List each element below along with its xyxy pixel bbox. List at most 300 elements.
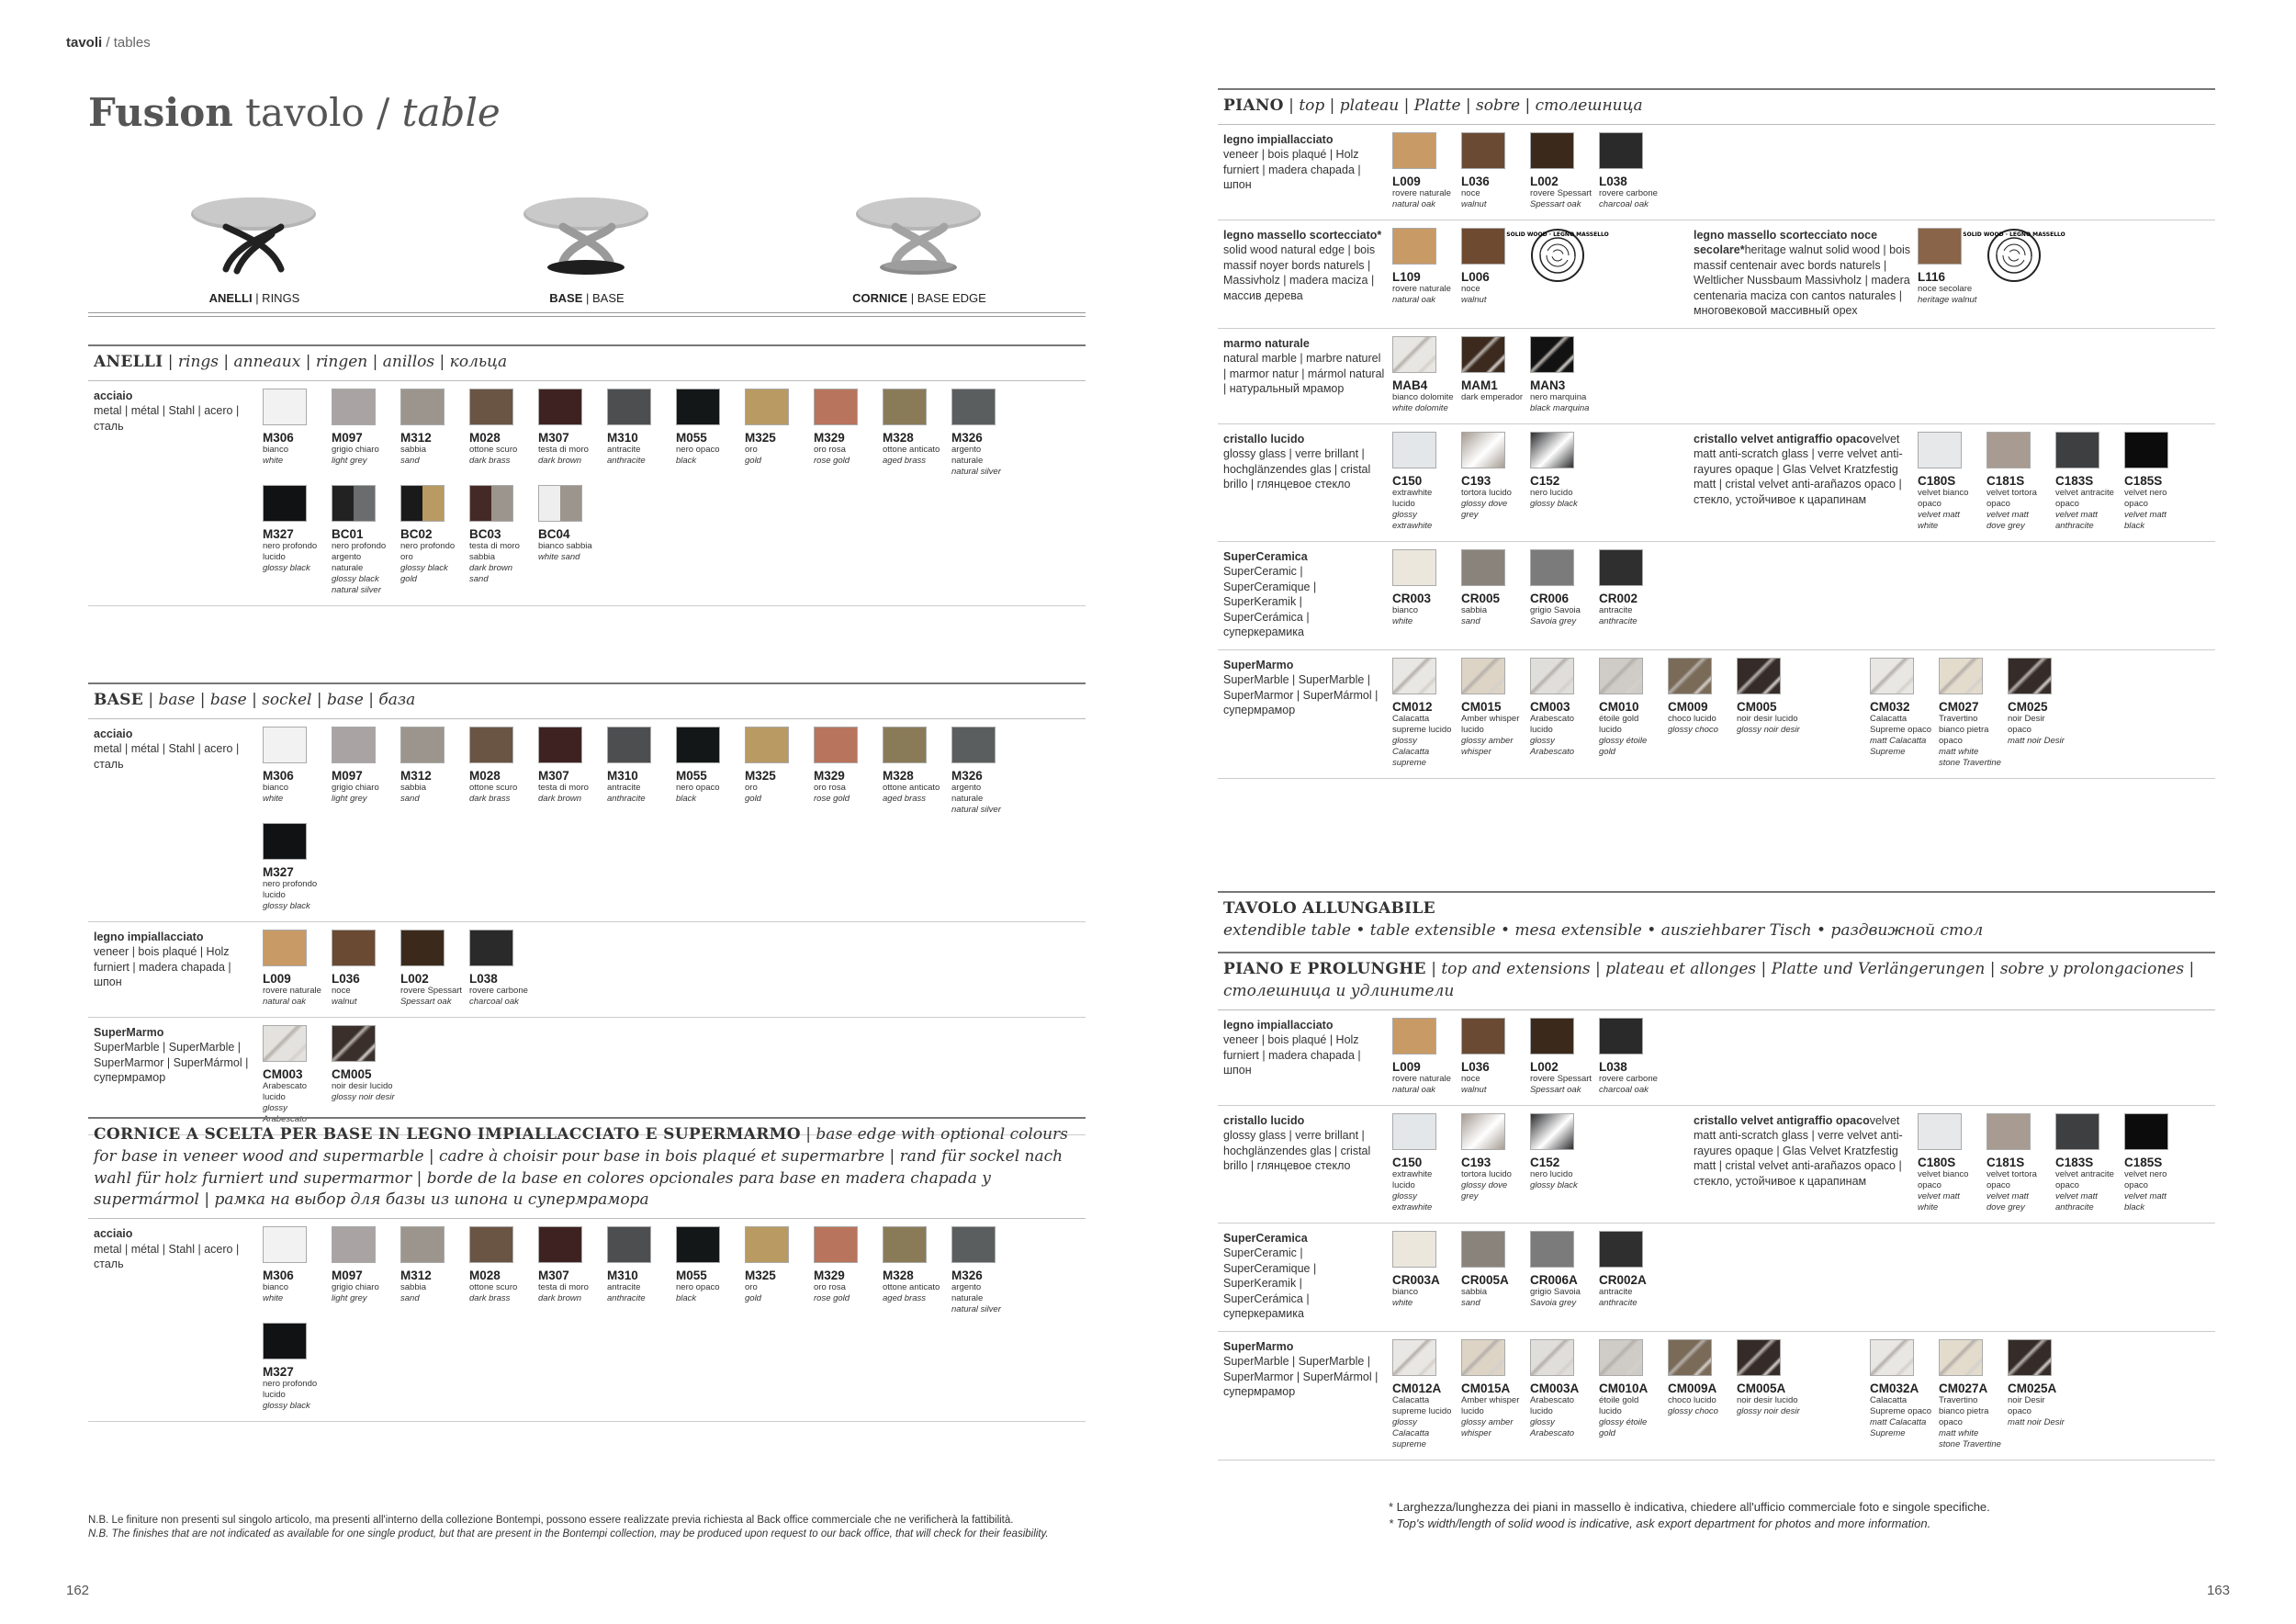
swatch-code: M328 bbox=[883, 1269, 914, 1283]
swatch-name-en: glossy Calacatta supreme bbox=[1392, 735, 1430, 768]
swatch[interactable] bbox=[1392, 228, 1461, 306]
swatch-name-en: white dolomite bbox=[1392, 402, 1448, 413]
swatch-code: BC02 bbox=[400, 526, 433, 541]
material-row bbox=[88, 719, 1086, 922]
swatch-name-en: glossy amber whisper bbox=[1461, 735, 1514, 757]
swatch-name: velvet antracite opaco bbox=[2055, 1168, 2114, 1190]
swatch[interactable] bbox=[400, 727, 469, 816]
swatch-name-en: velvet matt anthracite bbox=[2055, 509, 2098, 531]
swatch-code: M329 bbox=[814, 768, 845, 783]
swatch[interactable] bbox=[1392, 658, 1461, 769]
swatch-name: velvet bianco opaco bbox=[1918, 1168, 1969, 1190]
swatch[interactable] bbox=[2008, 658, 2077, 769]
title-type: tavolo / bbox=[232, 90, 402, 135]
swatch-name-en: velvet matt dove grey bbox=[1986, 509, 2029, 531]
swatch-name-en: velvet matt white bbox=[1918, 509, 1960, 531]
swatch-name: antracite bbox=[1599, 1286, 1633, 1297]
swatch-color bbox=[400, 389, 445, 425]
swatch[interactable] bbox=[1918, 432, 1986, 532]
swatch-code: CR003A bbox=[1392, 1272, 1440, 1287]
swatch[interactable] bbox=[1461, 1231, 1530, 1309]
page-number-left: 162 bbox=[66, 1583, 90, 1598]
material-label: SuperMarmo SuperMarble | SuperMarble | SuperMarmor | SuperMármol | супермрамор bbox=[94, 1025, 249, 1085]
swatch[interactable] bbox=[951, 1226, 1020, 1315]
swatch[interactable] bbox=[469, 485, 538, 596]
swatch[interactable] bbox=[1530, 1018, 1599, 1096]
swatch-name: grigio Savoia bbox=[1530, 1286, 1581, 1297]
swatch-code: CR005A bbox=[1461, 1272, 1509, 1287]
swatch-color bbox=[951, 389, 996, 425]
swatch-code: L038 bbox=[1599, 1059, 1627, 1074]
swatch[interactable] bbox=[538, 389, 607, 478]
swatch-name: rovere Spessart bbox=[1530, 1073, 1593, 1084]
swatch[interactable] bbox=[1530, 1339, 1599, 1450]
swatch-color bbox=[1986, 1113, 2031, 1150]
swatch[interactable] bbox=[607, 389, 676, 478]
swatch[interactable] bbox=[745, 389, 814, 478]
swatch[interactable] bbox=[400, 485, 469, 596]
swatch-color bbox=[1918, 1113, 1962, 1150]
swatch[interactable] bbox=[676, 1226, 745, 1315]
swatch-name-en: velvet matt dove grey bbox=[1986, 1190, 2029, 1212]
swatch[interactable] bbox=[951, 389, 1020, 478]
swatch-color bbox=[2008, 1339, 2052, 1376]
swatch-name: grigio Savoia bbox=[1530, 604, 1581, 615]
swatch-code: BC04 bbox=[538, 526, 570, 541]
swatch[interactable] bbox=[951, 727, 1020, 816]
swatch-code: M028 bbox=[469, 430, 501, 445]
swatch[interactable] bbox=[1461, 1018, 1530, 1096]
material-label: cristallo velvet antigraffio opacovelvet matt anti-scratch glass | verre velvet anti-rayures opaque | Glas Velvet Kratzfestig matt | cristal velvet anti-arañazos opaco | стекло, устойчивое к царапинам bbox=[1694, 432, 1903, 506]
swatch-code: BC03 bbox=[469, 526, 501, 541]
swatch[interactable] bbox=[1986, 1113, 2055, 1213]
swatch[interactable] bbox=[1461, 132, 1530, 210]
swatch-name: antracite bbox=[607, 1282, 641, 1293]
swatch-name-en: rose gold bbox=[814, 793, 850, 804]
swatch[interactable] bbox=[1530, 549, 1599, 627]
swatch-code: C193 bbox=[1461, 473, 1491, 488]
swatch-name-en: sand bbox=[400, 793, 420, 804]
swatch[interactable] bbox=[1530, 1113, 1599, 1213]
swatch[interactable] bbox=[1530, 132, 1599, 210]
swatch[interactable] bbox=[1599, 1018, 1668, 1096]
swatch[interactable] bbox=[1737, 1339, 1806, 1450]
swatch[interactable] bbox=[1870, 658, 1939, 769]
swatch-name: oro rosa bbox=[814, 444, 846, 455]
badge-text: SOLID WOOD · LEGNO MASSELLO bbox=[1506, 231, 1609, 238]
swatch-name-en: gold bbox=[745, 793, 761, 804]
swatch-color bbox=[883, 727, 927, 763]
swatch-name: noce bbox=[1461, 1073, 1480, 1084]
swatch-color bbox=[1461, 658, 1505, 694]
swatch-color bbox=[1599, 132, 1643, 169]
swatch-color bbox=[1392, 1231, 1436, 1268]
swatch-color bbox=[951, 1226, 996, 1263]
swatch-color bbox=[607, 1226, 651, 1263]
swatch-name-en: dark brass bbox=[469, 793, 511, 804]
swatch[interactable] bbox=[1461, 336, 1530, 414]
swatch-name: velvet nero opaco bbox=[2124, 487, 2167, 509]
swatch[interactable] bbox=[1461, 549, 1530, 627]
solid-wood-badge-icon bbox=[1506, 228, 1609, 283]
swatch-name-en: white bbox=[263, 455, 284, 466]
swatch[interactable] bbox=[538, 485, 607, 596]
material-row bbox=[1218, 542, 2215, 650]
swatch-name: noce bbox=[1461, 283, 1480, 294]
material-label: legno impiallacciato veneer | bois plaqué | Holz furniert | madera chapada | шпон bbox=[1223, 1018, 1361, 1077]
swatch[interactable] bbox=[1986, 432, 2055, 532]
swatch-name-en: light grey bbox=[332, 793, 367, 804]
swatch-color bbox=[1392, 336, 1436, 373]
swatch[interactable] bbox=[745, 1226, 814, 1315]
swatch-color bbox=[1392, 1339, 1436, 1376]
swatch-name-en: natural oak bbox=[1392, 198, 1436, 209]
swatch-color bbox=[1737, 1339, 1781, 1376]
swatch-name: bianco bbox=[263, 1282, 288, 1293]
swatch-name: rovere naturale bbox=[263, 985, 321, 996]
swatch[interactable] bbox=[814, 727, 883, 816]
swatch-name: velvet tortora opaco bbox=[1986, 487, 2037, 509]
breadcrumb-category[interactable]: tavoli bbox=[66, 35, 103, 51]
swatch-name: rovere naturale bbox=[1392, 1073, 1451, 1084]
swatch[interactable] bbox=[1599, 549, 1668, 627]
swatch[interactable] bbox=[332, 1025, 400, 1125]
swatch-name: ottone scuro bbox=[469, 782, 518, 793]
swatch-color bbox=[1599, 1018, 1643, 1054]
swatch-name-en: Spessart oak bbox=[400, 996, 452, 1007]
swatch[interactable] bbox=[469, 727, 538, 816]
swatch-name: nero opaco bbox=[676, 782, 720, 793]
swatch[interactable] bbox=[2124, 1113, 2193, 1213]
swatch-color bbox=[538, 1226, 582, 1263]
swatch[interactable] bbox=[1392, 336, 1461, 414]
swatch-name-en: sand bbox=[400, 455, 420, 466]
swatch-code: M327 bbox=[263, 864, 294, 879]
section-rings bbox=[88, 344, 1086, 606]
swatch[interactable] bbox=[469, 930, 538, 1008]
swatch-color bbox=[263, 389, 307, 425]
footnote-it: * Larghezza/lunghezza dei piani in massello è indicativa, chiedere all'ufficio commerciale foto e singole specifiche. bbox=[1389, 1500, 1990, 1514]
swatch[interactable] bbox=[1461, 1113, 1530, 1213]
option-rings-label: ANELLI | RINGS bbox=[208, 291, 300, 305]
swatch-name-en: velvet matt black bbox=[2124, 1190, 2167, 1212]
swatch-name: tortora lucido bbox=[1461, 487, 1512, 498]
swatch[interactable] bbox=[1599, 132, 1668, 210]
swatch[interactable] bbox=[1461, 1339, 1530, 1450]
swatch-color bbox=[332, 930, 376, 966]
swatch-code: M028 bbox=[469, 1269, 501, 1283]
swatch[interactable] bbox=[263, 1323, 332, 1412]
swatch-name-en: dark brown sand bbox=[469, 562, 512, 584]
swatch[interactable] bbox=[469, 389, 538, 478]
swatch-color bbox=[1737, 658, 1781, 694]
swatch[interactable] bbox=[1939, 1339, 2008, 1450]
swatch-color bbox=[2055, 1113, 2099, 1150]
page-number-right: 163 bbox=[2206, 1583, 2230, 1598]
breadcrumb bbox=[66, 35, 151, 51]
swatch-name-en: anthracite bbox=[607, 455, 646, 466]
swatch-name: ottone anticato bbox=[883, 782, 940, 793]
swatch[interactable] bbox=[332, 389, 400, 478]
swatch-color bbox=[1461, 549, 1505, 586]
swatch-name-en: white bbox=[263, 1293, 284, 1304]
swatch-color bbox=[1461, 336, 1505, 373]
swatch-name-en: black bbox=[676, 793, 697, 804]
swatch[interactable] bbox=[2055, 432, 2124, 532]
swatch[interactable] bbox=[1392, 432, 1461, 532]
option-base-label: BASE | BASE bbox=[549, 291, 625, 305]
swatch-color bbox=[1461, 1018, 1505, 1054]
swatch-name-en: glossy choco bbox=[1668, 724, 1718, 735]
swatch-code: M055 bbox=[676, 1269, 707, 1283]
swatch-code: C180S bbox=[1918, 1155, 1956, 1169]
swatch[interactable] bbox=[263, 389, 332, 478]
swatch-code: CM012A bbox=[1392, 1381, 1442, 1395]
breadcrumb-sub: / tables bbox=[102, 35, 151, 51]
swatch-name: Amber whisper lucido bbox=[1461, 713, 1520, 735]
swatch[interactable] bbox=[676, 389, 745, 478]
swatch-code: CR006A bbox=[1530, 1272, 1578, 1287]
swatch-code: CM027A bbox=[1939, 1381, 1988, 1395]
swatch-name: Travertino bianco pietra opaco bbox=[1939, 1394, 1989, 1427]
swatch-name-en: velvet matt anthracite bbox=[2055, 1190, 2098, 1212]
swatch-name: rovere Spessart bbox=[400, 985, 463, 996]
material-row bbox=[88, 1219, 1086, 1422]
swatch-code: CM005A bbox=[1737, 1381, 1786, 1395]
swatch-code: L036 bbox=[1461, 174, 1490, 188]
swatch-color bbox=[1530, 432, 1574, 468]
swatch-name: dark emperador bbox=[1461, 391, 1524, 402]
swatch-color bbox=[2124, 432, 2168, 468]
swatch-color bbox=[1870, 1339, 1914, 1376]
swatch[interactable] bbox=[332, 1226, 400, 1315]
swatch-name-en: glossy noir desir bbox=[332, 1091, 395, 1102]
swatch-name-en: dark brown bbox=[538, 455, 581, 466]
swatch-name-en: glossy extrawhite bbox=[1392, 1190, 1433, 1212]
swatch-color bbox=[1461, 1113, 1505, 1150]
option-base-edge[interactable] bbox=[753, 188, 1086, 317]
swatch-name-en: aged brass bbox=[883, 455, 927, 466]
swatch[interactable] bbox=[1392, 549, 1461, 627]
swatch-name: sabbia bbox=[400, 1282, 426, 1293]
swatch[interactable] bbox=[332, 930, 400, 1008]
swatch-code: C180S bbox=[1918, 473, 1956, 488]
swatch-code: C185S bbox=[2124, 473, 2163, 488]
swatch-color bbox=[814, 1226, 858, 1263]
swatch-code: CM012 bbox=[1392, 699, 1433, 714]
swatch-name: noir Desir opaco bbox=[2008, 713, 2045, 735]
swatch-name-en: white bbox=[1392, 615, 1413, 626]
swatch-name-en: white sand bbox=[538, 551, 580, 562]
section-header: PIANO E PROLUNGHE | top and extensions | plateau et allonges | Platte und Verlängerungen | sobre y prolongaciones | столешница и удлинители bbox=[1218, 952, 2215, 1010]
swatch[interactable] bbox=[263, 1226, 332, 1315]
table-base-illustration bbox=[522, 188, 650, 280]
swatch-name-en: charcoal oak bbox=[1599, 198, 1649, 209]
swatch-code: L036 bbox=[1461, 1059, 1490, 1074]
swatch-color bbox=[538, 389, 582, 425]
swatch[interactable] bbox=[1392, 1339, 1461, 1450]
swatch-color bbox=[1939, 1339, 1983, 1376]
swatch[interactable] bbox=[263, 727, 332, 816]
swatch-name-en: glossy black bbox=[263, 900, 310, 911]
swatch-name-en: glossy noir desir bbox=[1737, 1405, 1800, 1416]
swatch-name: testa di moro sabbia bbox=[469, 540, 520, 562]
swatch[interactable] bbox=[1599, 658, 1668, 769]
swatch-name: Travertino bianco pietra opaco bbox=[1939, 713, 1989, 746]
option-base[interactable] bbox=[421, 188, 753, 317]
swatch[interactable] bbox=[1392, 1231, 1461, 1309]
swatch[interactable] bbox=[1870, 1339, 1939, 1450]
swatch-code: M327 bbox=[263, 1365, 294, 1380]
swatch-name: rovere naturale bbox=[1392, 187, 1451, 198]
swatch-color bbox=[1530, 1018, 1574, 1054]
swatch[interactable] bbox=[814, 389, 883, 478]
swatch-name: Arabescato lucido bbox=[1530, 1394, 1575, 1416]
swatch[interactable] bbox=[607, 1226, 676, 1315]
swatch-name-en: matt Calacatta Supreme bbox=[1870, 735, 1927, 757]
swatch[interactable] bbox=[1737, 658, 1806, 769]
swatch[interactable] bbox=[538, 727, 607, 816]
swatch[interactable] bbox=[1530, 432, 1599, 532]
swatch-name-en: sand bbox=[400, 1293, 420, 1304]
swatch-code: BC01 bbox=[332, 526, 364, 541]
notes bbox=[88, 1514, 1098, 1541]
swatch[interactable] bbox=[883, 1226, 951, 1315]
swatch[interactable] bbox=[263, 1025, 332, 1125]
swatch-color bbox=[263, 727, 307, 763]
swatch[interactable] bbox=[2124, 432, 2193, 532]
swatch-code: M310 bbox=[607, 1269, 638, 1283]
swatch-color bbox=[745, 727, 789, 763]
swatch-name: testa di moro bbox=[538, 444, 589, 455]
swatch[interactable] bbox=[1461, 432, 1530, 532]
swatch-color bbox=[1461, 228, 1505, 265]
swatch-name-en: natural silver bbox=[951, 1304, 1001, 1315]
swatch[interactable] bbox=[883, 727, 951, 816]
swatch[interactable] bbox=[400, 389, 469, 478]
swatch-name: argento naturale bbox=[951, 444, 984, 466]
swatch-code: M326 bbox=[951, 768, 983, 783]
swatch[interactable] bbox=[332, 485, 400, 596]
swatch[interactable] bbox=[1530, 658, 1599, 769]
swatch-name: antracite bbox=[1599, 604, 1633, 615]
swatch[interactable] bbox=[1461, 228, 1530, 306]
swatch-code: M310 bbox=[607, 768, 638, 783]
swatch-color bbox=[538, 485, 582, 522]
material-row bbox=[1218, 424, 2215, 542]
swatch[interactable] bbox=[1530, 1231, 1599, 1309]
swatch[interactable] bbox=[745, 727, 814, 816]
swatch-name-en: light grey bbox=[332, 455, 367, 466]
swatch[interactable] bbox=[263, 485, 332, 596]
swatch-color bbox=[883, 1226, 927, 1263]
swatch-code: L002 bbox=[1530, 174, 1559, 188]
swatch-color bbox=[1392, 228, 1436, 265]
swatch-name-en: aged brass bbox=[883, 1293, 927, 1304]
swatch-name: nero lucido bbox=[1530, 1168, 1573, 1179]
swatch[interactable] bbox=[332, 727, 400, 816]
swatch[interactable] bbox=[1530, 336, 1599, 414]
swatch-color bbox=[2008, 658, 2052, 694]
swatch[interactable] bbox=[263, 823, 332, 912]
swatch[interactable] bbox=[1392, 1018, 1461, 1096]
swatch-name: grigio chiaro bbox=[332, 444, 379, 455]
swatch-name: oro rosa bbox=[814, 782, 846, 793]
swatch[interactable] bbox=[1918, 228, 1986, 306]
swatch-name-en: black bbox=[676, 455, 697, 466]
swatch[interactable] bbox=[1668, 658, 1737, 769]
swatch-color bbox=[1530, 132, 1574, 169]
swatch-code: CM015 bbox=[1461, 699, 1502, 714]
swatch-name: antracite bbox=[607, 782, 641, 793]
swatch[interactable] bbox=[1939, 658, 2008, 769]
swatch-code: M310 bbox=[607, 430, 638, 445]
material-label: legno massello scortecciato noce secolare*heritage walnut solid wood | bois massif centenair avec bords naturels | Weltlicher Nussbaum Massivholz | madera centenaria maciza con cantos naturales | многовековой массивный орех bbox=[1694, 228, 1911, 318]
swatch[interactable] bbox=[1392, 132, 1461, 210]
swatch-color bbox=[745, 1226, 789, 1263]
swatch-name-en: gold bbox=[745, 1293, 761, 1304]
material-label: legno impiallacciato veneer | bois plaqué | Holz furniert | madera chapada | шпон bbox=[1223, 132, 1361, 192]
option-rings[interactable] bbox=[88, 188, 421, 317]
swatch-code: M329 bbox=[814, 1269, 845, 1283]
swatch[interactable] bbox=[1461, 658, 1530, 769]
swatch-code: C152 bbox=[1530, 473, 1560, 488]
swatch-color bbox=[469, 389, 513, 425]
swatch[interactable] bbox=[1918, 1113, 1986, 1213]
material-label: legno impiallacciato veneer | bois plaqué | Holz furniert | madera chapada | шпон bbox=[94, 930, 231, 989]
material-label: cristallo lucido glossy glass | verre brillant | hochglänzendes glas | cristal brillo | глянцевое стекло bbox=[1223, 432, 1371, 491]
swatch[interactable] bbox=[883, 389, 951, 478]
swatch[interactable] bbox=[263, 930, 332, 1008]
swatch-color bbox=[1530, 1339, 1574, 1376]
swatch-code: L006 bbox=[1461, 269, 1490, 284]
swatch[interactable] bbox=[538, 1226, 607, 1315]
swatch-name-en: natural silver bbox=[951, 804, 1001, 815]
swatch-name: nero lucido bbox=[1530, 487, 1573, 498]
swatch[interactable] bbox=[814, 1226, 883, 1315]
swatch[interactable] bbox=[1668, 1339, 1737, 1450]
swatch-name: oro bbox=[745, 782, 758, 793]
swatch-code: L002 bbox=[400, 971, 429, 986]
swatch-name: ottone scuro bbox=[469, 1282, 518, 1293]
swatch[interactable] bbox=[469, 1226, 538, 1315]
material-row bbox=[88, 922, 1086, 1018]
swatch[interactable] bbox=[400, 930, 469, 1008]
swatch-name: grigio chiaro bbox=[332, 782, 379, 793]
swatch[interactable] bbox=[1599, 1339, 1668, 1450]
swatch-color bbox=[1392, 1113, 1436, 1150]
extendible-header: TAVOLO ALLUNGABILE extendible table • table extensible • mesa extensible • ausziehbarer Tisch • раздвижной стол bbox=[1218, 891, 2215, 949]
swatch-name-en: matt white stone Travertine bbox=[1939, 746, 2001, 768]
section-top bbox=[1218, 88, 2215, 779]
material-label: SuperCeramica SuperCeramic | SuperCeramique | SuperKeramik | SuperCerámica | суперкерамика bbox=[1223, 1231, 1317, 1321]
swatch[interactable] bbox=[676, 727, 745, 816]
swatch-color bbox=[469, 1226, 513, 1263]
swatch-name: sabbia bbox=[400, 782, 426, 793]
swatch[interactable] bbox=[607, 727, 676, 816]
swatch-name-en: charcoal oak bbox=[1599, 1084, 1649, 1095]
swatch[interactable] bbox=[400, 1226, 469, 1315]
swatch-code: M325 bbox=[745, 430, 776, 445]
swatch[interactable] bbox=[2055, 1113, 2124, 1213]
swatch[interactable] bbox=[2008, 1339, 2077, 1450]
swatch[interactable] bbox=[1599, 1231, 1668, 1309]
swatch-code: L002 bbox=[1530, 1059, 1559, 1074]
swatch-color bbox=[332, 1025, 376, 1062]
swatch-code: M055 bbox=[676, 430, 707, 445]
swatch[interactable] bbox=[1392, 1113, 1461, 1213]
swatch-code: C150 bbox=[1392, 473, 1423, 488]
